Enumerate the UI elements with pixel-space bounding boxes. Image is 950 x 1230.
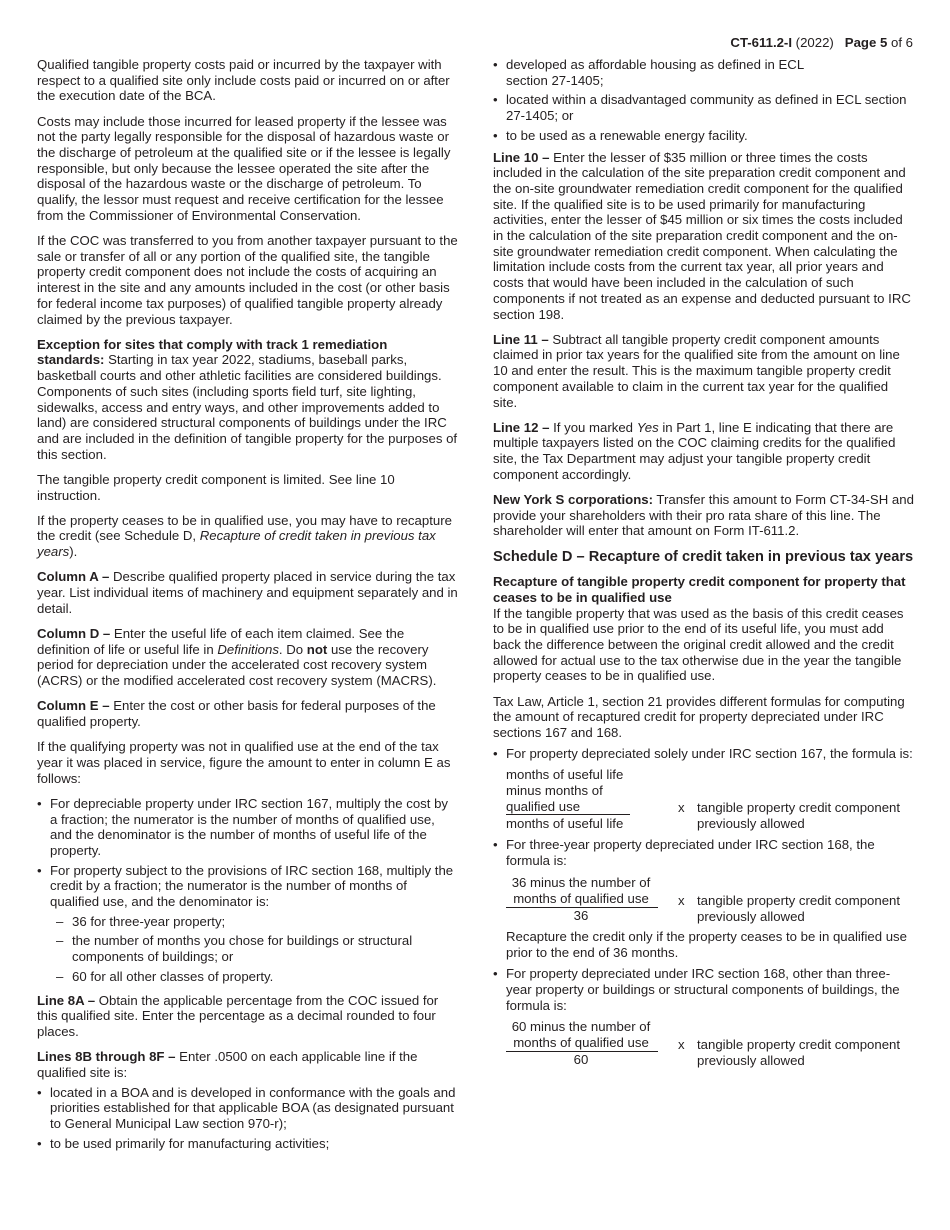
list-item: • For depreciable property under IRC section 167, multiply the cost by a fraction; the numerator is the number of months of qualified use, and the denominator is the number of months of useful life of the property. <box>37 796 458 859</box>
denominator: 60 <box>573 1052 589 1068</box>
column-a-instruction <box>37 569 458 616</box>
page-number: Page 5 <box>844 35 888 50</box>
bullet-list <box>37 1085 458 1152</box>
paragraph: If the tangible property that was used as the basis of this credit ceases to be in qualified use prior to the end of its useful life, you must add back the difference between the original credit allowed and the credit allowed for actual use to the tax otherwise due in the year the tangible property ceases to be in qualified use. <box>493 605 904 684</box>
line-11-instruction <box>493 332 914 411</box>
definitions-reference: Definitions <box>217 641 279 657</box>
column-d-instruction <box>37 626 458 689</box>
text: Enter .0500 on each applicable line if the qualified site is: <box>37 1049 418 1080</box>
formula-167 <box>506 767 914 832</box>
text: Enter the lesser of $35 million or three times the costs included in the calculation of the site preparation credit component and the on-site groundwater remediation credit component for the qualified site. If the qualified site is to be used primarily for manufacturing activities, enter the lesser of $45 million or six times the costs included in the calculation of the site preparation credit component and the on-site groundwater remediation credit component. When calculating the limitation include costs from the current tax year, all prior years and costs that would have been included in the calculation of such components if not treated as an expense and deducted pursuant to IRC section 198. <box>493 149 911 322</box>
emphasis: Yes <box>636 419 659 435</box>
list-item: • developed as affordable housing as defined in ECL section 27-1405; <box>493 57 914 88</box>
left-column <box>37 57 458 1159</box>
schedule-reference: Recapture of credit taken in previous tax years <box>37 528 436 560</box>
paragraph: Costs may include those incurred for leased property if the lessee was not the party legally responsible for the disposal of hazardous waste or the discharge of petroleum at the qualified site or if the lessee is legally responsible, but only because the lessee operated the site after the disposal of the hazardous waste or the discharge of petroleum. To qualify, the lessor must request and receive certification for the lessee from the Commissioner of Environmental Conservation. <box>37 113 451 223</box>
column-e-instruction <box>37 698 458 729</box>
text: If the property ceases to be in qualified use, you may have to recapture the credit (see Schedule D, <box>37 512 452 544</box>
page-header <box>730 35 913 51</box>
label: Line 10 – <box>493 149 550 165</box>
text: For property depreciated solely under IRC section 167, the formula is: <box>506 745 913 761</box>
formula-item <box>493 966 914 1067</box>
text: . Do <box>278 641 307 657</box>
label: Line 12 – <box>493 419 550 435</box>
fraction-bar <box>506 814 630 815</box>
page-total: of 6 <box>891 35 913 50</box>
line-12-instruction <box>493 420 914 483</box>
text: Describe qualified property placed in service during the tax year. List individual items of machinery and equipment separately and in detail. <box>37 569 458 616</box>
paragraph: If the qualifying property was not in qualified use at the end of the tax year it was placed in service, figure the amount to enter in column E as follows: <box>37 739 451 786</box>
text: Obtain the applicable percentage from the COC issued for this qualified site. Enter the percentage as a decimal rounded to four places. <box>37 992 439 1039</box>
label: Line 8A – <box>37 992 96 1008</box>
paragraph: Qualified tangible property costs paid or incurred by the taxpayer with respect to a qualified site only include costs paid or incurred on or after the execution date of the BCA. <box>37 57 450 104</box>
list-item: – 60 for all other classes of property. <box>50 969 458 985</box>
text: For property subject to the provisions of IRC section 168, multiply the credit by a fraction; the numerator is the number of months of qualified use, and the denominator is: <box>50 862 454 910</box>
paragraph <box>37 337 458 463</box>
paragraph: Tax Law, Article 1, section 21 provides different formulas for computing the amount of recaptured credit for property depreciated under IRC sections 167 and 168. <box>493 693 905 741</box>
paragraph: The tangible property credit component is limited. See line 10 instruction. <box>37 471 395 503</box>
times-sign: x <box>678 800 685 816</box>
formula-item <box>493 746 914 830</box>
list-item: • to be used as a renewable energy facility. <box>493 128 914 144</box>
text: Subtract all tangible property credit component amounts claimed in prior tax years for the qualified site from the amount on line 10 and enter the result. This is the maximum tangible property credit component available to claim in the current tax year for the qualified site. <box>493 331 900 410</box>
list-item: • located within a disadvantaged community as defined in ECL section 27-1405; or <box>493 92 914 123</box>
label: Lines 8B through 8F – <box>37 1049 176 1065</box>
formula-other <box>506 1019 914 1067</box>
ny-s-corporations-instruction <box>493 492 914 539</box>
label: Column D – <box>37 626 111 641</box>
formula-note: Recapture the credit only if the property ceases to be in qualified use prior to the end of 36 months. <box>506 928 907 960</box>
form-number: CT-611.2-I <box>730 35 792 50</box>
times-sign: x <box>678 1037 685 1053</box>
paragraph: If the COC was transferred to you from another taxpayer pursuant to the sale or transfer of all or any portion of the qualified site, the tangible property credit component does not include the costs of acquiring an interest in the site and any amounts included in the cost (or other basis for federal income tax purposes) of qualified tangible property already claimed by the previous taxpayer. <box>37 233 458 327</box>
formula-three-year <box>506 875 914 923</box>
multiplier: tangible property credit component previously allowed <box>697 892 901 924</box>
text: use the recovery period for depreciation under the accelerated cost recovery system (ACRS) or the modified accelerated cost recovery system (MACRS). <box>37 641 437 689</box>
right-column <box>493 57 914 1075</box>
label: New York S corporations: <box>493 492 653 508</box>
text: in Part 1, line E indicating that there are multiple taxpayers listed on the COC claiming credits for the qualified site, the Tax Department may adjust your tangible property credit component accordingly. <box>493 419 896 482</box>
text: Transfer this amount to Form CT-34-SH and provide your shareholders with their pro rata share of this line. The shareholder will enter that amount on Form IT-611.2. <box>493 492 914 539</box>
line-8a-instruction <box>37 993 458 1040</box>
dash-list <box>50 914 458 985</box>
paragraph <box>37 513 458 560</box>
list-item: – the number of months you chose for buildings or structural components of buildings; or <box>50 933 458 964</box>
text: For property depreciated under IRC section 168, other than three-year property or buildings or structural components of buildings, the formula is: <box>506 966 900 1013</box>
multiplier: tangible property credit component previously allowed <box>697 800 901 832</box>
bullet-list <box>37 796 458 985</box>
form-year: (2022) <box>795 35 834 50</box>
text: Enter the useful life of each item claimed. See the definition of life or useful life in <box>37 626 405 657</box>
denominator: months of useful life <box>506 816 624 832</box>
label: Column A – <box>37 569 110 585</box>
recapture-subheading: Recapture of tangible property credit component for property that ceases to be in qualified use <box>493 574 906 605</box>
times-sign: x <box>678 892 685 908</box>
exception-heading: Exception for sites that comply with track 1 remediation standards: <box>37 336 388 368</box>
label: Line 11 – <box>493 331 549 347</box>
emphasis: not <box>306 641 328 657</box>
line-10-instruction <box>493 150 914 323</box>
list-item: • located in a BOA and is developed in conformance with the goals and priorities established for that applicable BOA (as designated pursuant to General Municipal Law section 970-r); <box>37 1085 458 1132</box>
lines-8b-8f-instruction <box>37 1049 458 1080</box>
bullet-list <box>493 57 914 144</box>
formula-list <box>493 746 914 1068</box>
numerator: 36 minus the number of months of qualified use <box>511 874 651 906</box>
text: Enter the cost or other basis for federal purposes of the qualified property. <box>37 698 436 730</box>
formula-item <box>493 837 914 960</box>
list-item <box>37 863 458 985</box>
denominator: 36 <box>573 907 589 923</box>
list-item: – 36 for three-year property; <box>50 914 458 930</box>
numerator: months of useful life minus months of qualified use <box>506 767 624 814</box>
text: If you marked <box>549 419 637 435</box>
schedule-d-heading: Schedule D – Recapture of credit taken in previous tax years <box>493 549 914 566</box>
multiplier: tangible property credit component previously allowed <box>697 1037 901 1069</box>
text: ). <box>69 544 78 560</box>
text: For three-year property depreciated under IRC section 168, the formula is: <box>506 837 875 869</box>
exception-text: Starting in tax year 2022, stadiums, baseball parks, basketball courts and other athletic facilities are considered buildings. Components of such sites (including sports field turf, site lighting, sidewalks, access and entry ways, and other improvements added to land) are considered structural components of buildings under the IRC and are included in the definition of tangible property for the purposes of this section. <box>37 352 458 462</box>
numerator: 60 minus the number of months of qualified use <box>511 1019 651 1051</box>
label: Column E – <box>37 698 110 714</box>
list-item: • to be used primarily for manufacturing activities; <box>37 1136 458 1152</box>
